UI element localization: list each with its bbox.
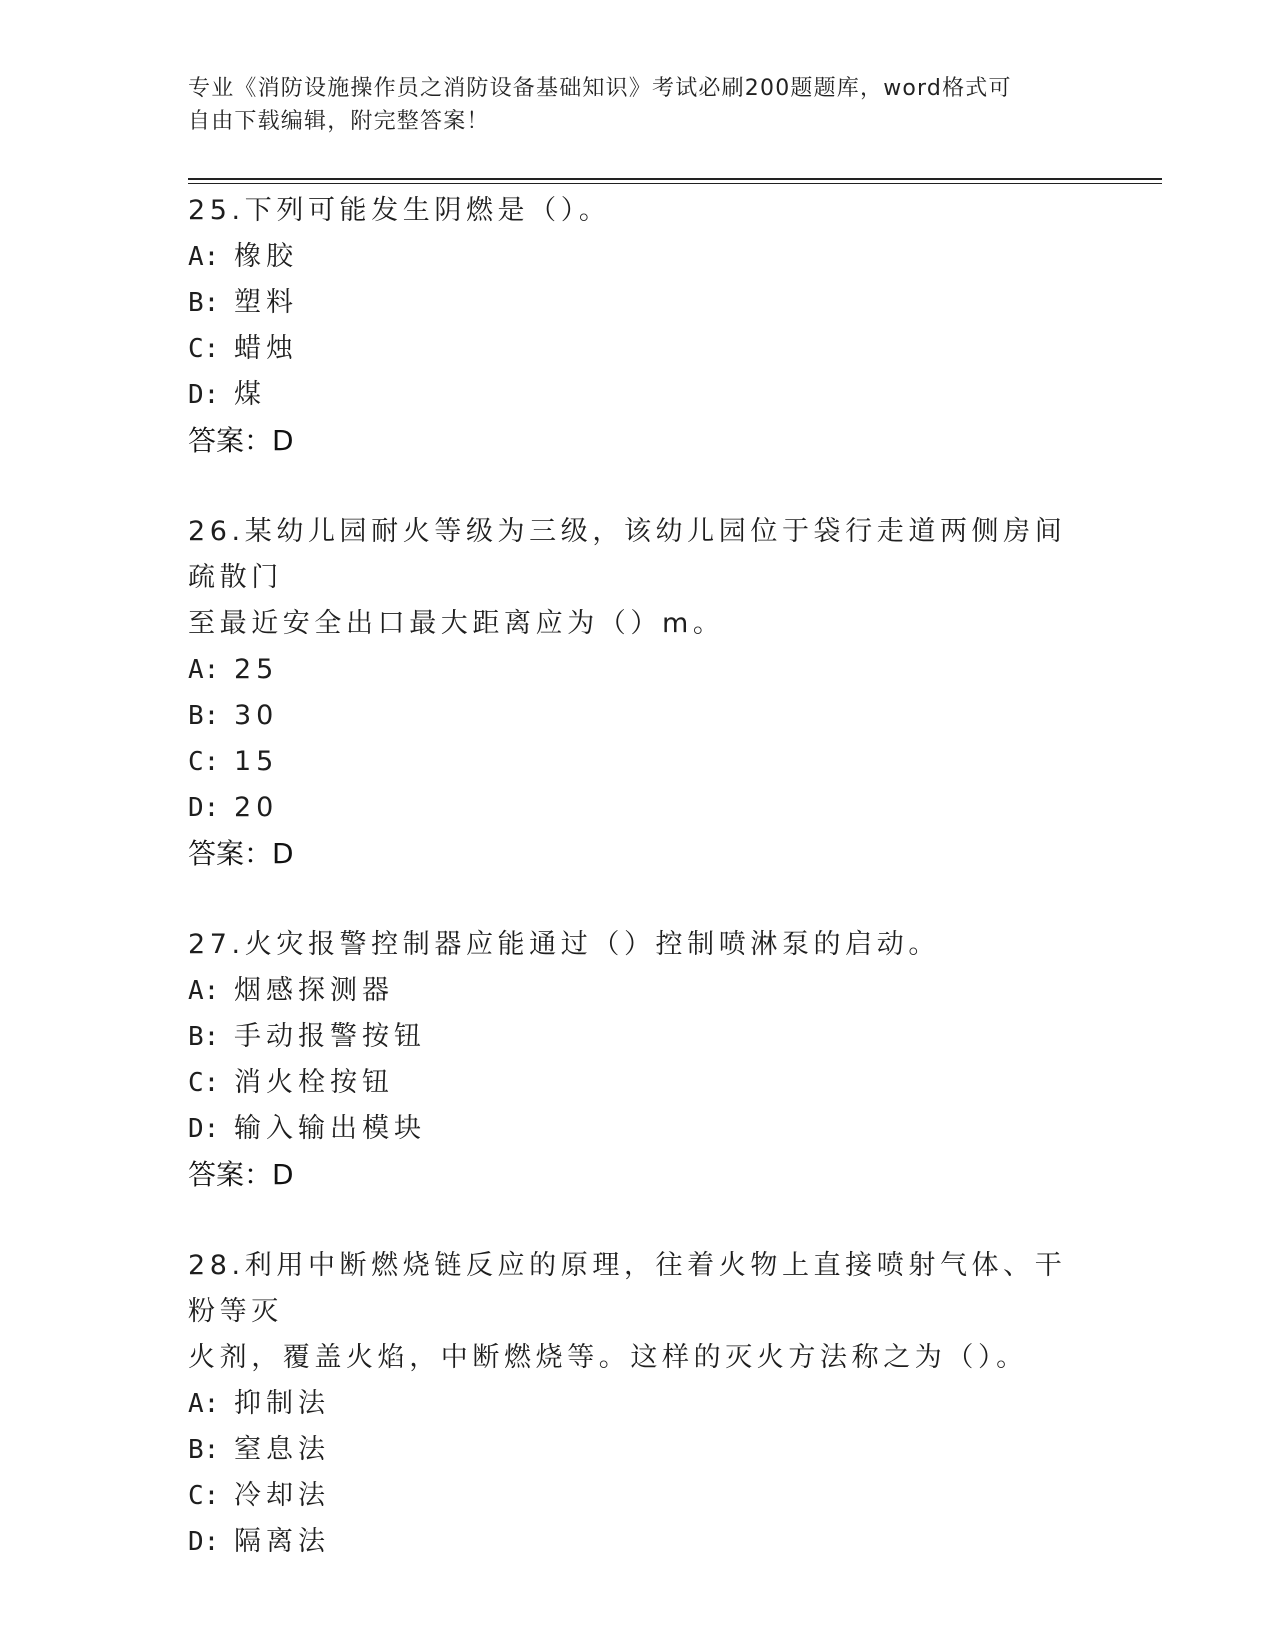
option-text: 隔离法 (234, 1526, 330, 1557)
option-key: B: (188, 701, 220, 731)
option-key: B: (188, 1435, 220, 1465)
option-text: 塑料 (234, 287, 298, 318)
option-b (188, 693, 1088, 739)
question-28 (188, 1243, 1088, 1565)
option-text: 蜡烛 (234, 333, 298, 364)
answer-label: 答案： (188, 1158, 273, 1191)
question-text: 27.火灾报警控制器应能通过（）控制喷淋泵的启动。 (188, 929, 940, 960)
option-key: D: (188, 1527, 220, 1557)
spacer (188, 464, 1088, 509)
option-key: B: (188, 288, 220, 318)
option-key: C: (188, 1481, 220, 1511)
option-key: C: (188, 747, 220, 777)
spacer (188, 877, 1088, 922)
option-key: D: (188, 793, 220, 823)
answer-line (188, 831, 1088, 877)
option-key: D: (188, 1114, 220, 1144)
option-text: 消火栓按钮 (234, 1067, 394, 1098)
option-a (188, 234, 1088, 280)
option-text: 橡胶 (234, 241, 298, 272)
option-text: 抑制法 (234, 1388, 330, 1419)
question-text: 28.利用中断燃烧链反应的原理，往着火物上直接喷射气体、干粉等灭 (188, 1250, 1067, 1327)
option-key: D: (188, 380, 220, 410)
option-text: 输入输出模块 (234, 1113, 426, 1144)
question-text: 25.下列可能发生阴燃是（）。 (188, 195, 611, 226)
option-c (188, 326, 1088, 372)
option-text: 25 (234, 654, 279, 685)
answer-label: 答案： (188, 424, 273, 457)
option-key: A: (188, 976, 220, 1006)
header-line-2: 自由下载编辑，附完整答案！ (188, 109, 490, 134)
answer-value: D (272, 424, 295, 457)
question-25 (188, 188, 1088, 464)
question-text-continued: 至最近安全出口最大距离应为（）m。 (188, 608, 725, 639)
option-c (188, 1060, 1088, 1106)
option-d (188, 1106, 1088, 1152)
answer-value: D (272, 1158, 295, 1191)
option-a (188, 968, 1088, 1014)
answer-line (188, 418, 1088, 464)
option-b (188, 1014, 1088, 1060)
document-header (188, 72, 1088, 138)
header-divider-thick (188, 178, 1162, 180)
spacer (188, 1198, 1088, 1243)
question-list (188, 188, 1088, 1565)
header-divider-thin (188, 183, 1162, 184)
question-text: 26.某幼儿园耐火等级为三级，该幼儿园位于袋行走道两侧房间疏散门 (188, 516, 1067, 593)
question-text-continued: 火剂，覆盖火焰，中断燃烧等。这样的灭火方法称之为（）。 (188, 1342, 1028, 1373)
answer-line (188, 1152, 1088, 1198)
option-text: 窒息法 (234, 1434, 330, 1465)
option-c (188, 739, 1088, 785)
option-key: C: (188, 334, 220, 364)
option-a (188, 1381, 1088, 1427)
option-c (188, 1473, 1088, 1519)
option-b (188, 1427, 1088, 1473)
option-text: 煤 (234, 379, 266, 410)
option-d (188, 372, 1088, 418)
option-key: A: (188, 655, 220, 685)
option-text: 手动报警按钮 (234, 1021, 426, 1052)
option-text: 冷却法 (234, 1480, 330, 1511)
option-key: B: (188, 1022, 220, 1052)
option-text: 20 (234, 792, 279, 823)
option-text: 30 (234, 700, 279, 731)
option-d (188, 785, 1088, 831)
option-text: 烟感探测器 (234, 975, 394, 1006)
header-line-1: 专业《消防设施操作员之消防设备基础知识》考试必刷200题题库，word格式可 (188, 76, 1012, 101)
option-b (188, 280, 1088, 326)
option-key: A: (188, 242, 220, 272)
question-26 (188, 509, 1088, 877)
answer-label: 答案： (188, 837, 273, 870)
answer-value: D (272, 837, 295, 870)
option-key: A: (188, 1389, 220, 1419)
option-text: 15 (234, 746, 279, 777)
option-d (188, 1519, 1088, 1565)
option-a (188, 647, 1088, 693)
question-27 (188, 922, 1088, 1198)
option-key: C: (188, 1068, 220, 1098)
